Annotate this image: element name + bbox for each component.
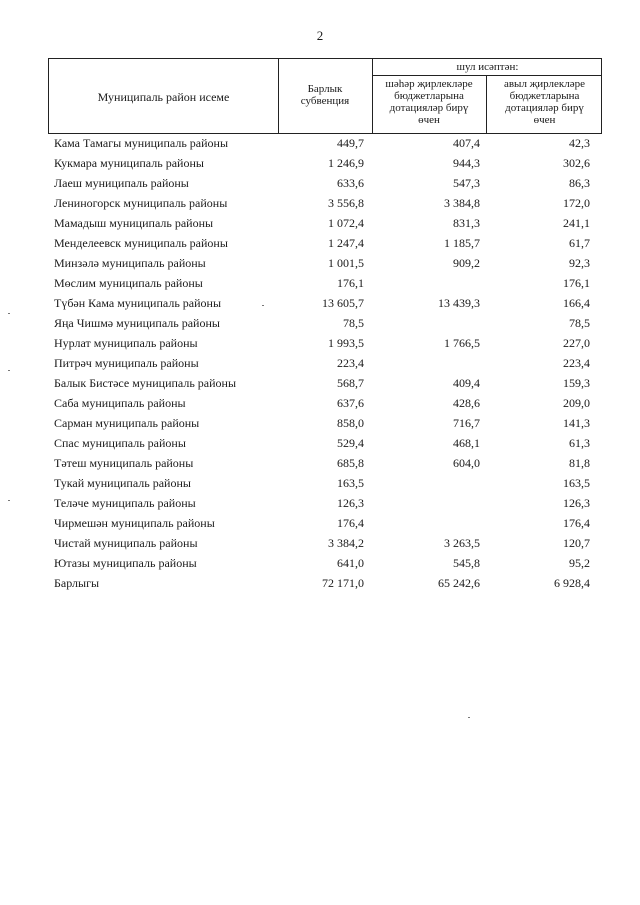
- district-name: Чирмешән муниципаль районы: [54, 516, 215, 530]
- header-district-name: Муниципаль район исеме: [97, 90, 230, 104]
- table-row: [48, 134, 602, 154]
- rural-value: 61,3: [569, 436, 590, 450]
- rural-value: 126,3: [563, 496, 590, 510]
- district-name: Чистай муниципаль районы: [54, 536, 198, 550]
- rural-value: 120,7: [563, 536, 590, 550]
- header-rural-settlements: авыл җирлекләре бюджетларына дотацияләр бирү өчен: [503, 78, 586, 126]
- total-value: 163,5: [337, 476, 364, 490]
- total-value: 176,1: [337, 276, 364, 290]
- table-row: [48, 494, 602, 514]
- total-value: 641,0: [337, 556, 364, 570]
- district-name: Яңа Чишмә муниципаль районы: [54, 316, 220, 330]
- header-urban-settlements: шәһәр җирлекләре бюджетларына дотацияләр бирү өчен: [385, 78, 473, 126]
- total-value: 637,6: [337, 396, 364, 410]
- rural-value: 241,1: [563, 216, 590, 230]
- rural-value: 209,0: [563, 396, 590, 410]
- rural-value: 78,5: [569, 316, 590, 330]
- total-value: 529,4: [337, 436, 364, 450]
- table-row: [48, 254, 602, 274]
- table-row: [48, 554, 602, 574]
- district-name: Сарман муниципаль районы: [54, 416, 200, 430]
- scan-speck: [8, 370, 10, 371]
- rural-value: 92,3: [569, 256, 590, 270]
- urban-value: 13 439,3: [438, 296, 480, 310]
- urban-value: 547,3: [453, 176, 480, 190]
- table-row-total: [48, 574, 602, 594]
- table-header: [48, 58, 602, 134]
- total-value: 1 993,5: [328, 336, 364, 350]
- table-row: [48, 194, 602, 214]
- total-value: 3 556,8: [328, 196, 364, 210]
- table-row: [48, 434, 602, 454]
- total-value: 3 384,2: [328, 536, 364, 550]
- rural-value: 172,0: [563, 196, 590, 210]
- district-name: Питрәч муниципаль районы: [54, 356, 199, 370]
- total-value: 1 246,9: [328, 156, 364, 170]
- rural-value: 223,4: [563, 356, 590, 370]
- scan-speck: [8, 313, 10, 314]
- total-value: 176,4: [337, 516, 364, 530]
- table-row: [48, 294, 602, 314]
- total-value: 13 605,7: [322, 296, 364, 310]
- rural-value: 176,1: [563, 276, 590, 290]
- table-row: [48, 474, 602, 494]
- rural-value: 166,4: [563, 296, 590, 310]
- district-name: Тукай муниципаль районы: [54, 476, 191, 490]
- rural-value: 141,3: [563, 416, 590, 430]
- table-row: [48, 534, 602, 554]
- rural-value: 95,2: [569, 556, 590, 570]
- urban-value: 1 185,7: [444, 236, 480, 250]
- table-row: [48, 174, 602, 194]
- total-value: 633,6: [337, 176, 364, 190]
- table-row: [48, 274, 602, 294]
- header-including: шул исәптән:: [456, 61, 519, 73]
- header-total-subvention: Барлык субвенция: [300, 83, 350, 107]
- urban-value: 3 384,8: [444, 196, 480, 210]
- total-value: 1 072,4: [328, 216, 364, 230]
- urban-value: 65 242,6: [438, 576, 480, 590]
- rural-value: 86,3: [569, 176, 590, 190]
- district-name: Тәтеш муниципаль районы: [54, 456, 194, 470]
- total-value: 858,0: [337, 416, 364, 430]
- rural-value: 163,5: [563, 476, 590, 490]
- scan-speck: [262, 305, 264, 306]
- rural-value: 81,8: [569, 456, 590, 470]
- urban-value: 407,4: [453, 136, 480, 150]
- table-body: [48, 134, 602, 594]
- district-name: Нурлат муниципаль районы: [54, 336, 198, 350]
- district-name: Спас муниципаль районы: [54, 436, 186, 450]
- urban-value: 831,3: [453, 216, 480, 230]
- district-name: Минзәлә муниципаль районы: [54, 256, 206, 270]
- total-value: 78,5: [343, 316, 364, 330]
- urban-value: 716,7: [453, 416, 480, 430]
- rural-value: 227,0: [563, 336, 590, 350]
- table-row: [48, 154, 602, 174]
- district-name: Мөслим муниципаль районы: [54, 276, 203, 290]
- rural-value: 159,3: [563, 376, 590, 390]
- district-name: Кукмара муниципаль районы: [54, 156, 204, 170]
- urban-value: 428,6: [453, 396, 480, 410]
- table-row: [48, 214, 602, 234]
- table-row: [48, 234, 602, 254]
- district-name: Мамадыш муниципаль районы: [54, 216, 214, 230]
- table-row: [48, 514, 602, 534]
- total-value: 1 001,5: [328, 256, 364, 270]
- urban-value: 468,1: [453, 436, 480, 450]
- rural-value: 6 928,4: [554, 576, 590, 590]
- total-value: 685,8: [337, 456, 364, 470]
- scan-speck: [468, 717, 470, 718]
- table-row: [48, 394, 602, 414]
- rural-value: 302,6: [563, 156, 590, 170]
- district-name: Ютазы муниципаль районы: [54, 556, 197, 570]
- district-name: Кама Тамагы муниципаль районы: [54, 136, 229, 150]
- header-divider: [372, 75, 601, 76]
- urban-value: 944,3: [453, 156, 480, 170]
- urban-value: 3 263,5: [444, 536, 480, 550]
- district-name: Саба муниципаль районы: [54, 396, 186, 410]
- total-value: 1 247,4: [328, 236, 364, 250]
- total-value: 223,4: [337, 356, 364, 370]
- rural-value: 42,3: [569, 136, 590, 150]
- table-row: [48, 414, 602, 434]
- table-row: [48, 314, 602, 334]
- total-row-label: Барлыгы: [54, 576, 100, 590]
- district-name: Менделеевск муниципаль районы: [54, 236, 228, 250]
- table-row: [48, 334, 602, 354]
- table-row: [48, 354, 602, 374]
- district-name: Теләче муниципаль районы: [54, 496, 196, 510]
- urban-value: 545,8: [453, 556, 480, 570]
- rural-value: 61,7: [569, 236, 590, 250]
- total-value: 449,7: [337, 136, 364, 150]
- scan-speck: [8, 500, 10, 501]
- district-name: Лениногорск муниципаль районы: [54, 196, 228, 210]
- table-row: [48, 454, 602, 474]
- urban-value: 909,2: [453, 256, 480, 270]
- district-name: Балык Бистәсе муниципаль районы: [54, 376, 237, 390]
- table-row: [48, 374, 602, 394]
- district-name: Түбән Кама муниципаль районы: [54, 296, 222, 310]
- total-value: 126,3: [337, 496, 364, 510]
- page-number: 2: [316, 28, 324, 43]
- urban-value: 1 766,5: [444, 336, 480, 350]
- urban-value: 409,4: [453, 376, 480, 390]
- rural-value: 176,4: [563, 516, 590, 530]
- district-name: Лаеш муниципаль районы: [54, 176, 189, 190]
- total-value: 72 171,0: [322, 576, 364, 590]
- urban-value: 604,0: [453, 456, 480, 470]
- total-value: 568,7: [337, 376, 364, 390]
